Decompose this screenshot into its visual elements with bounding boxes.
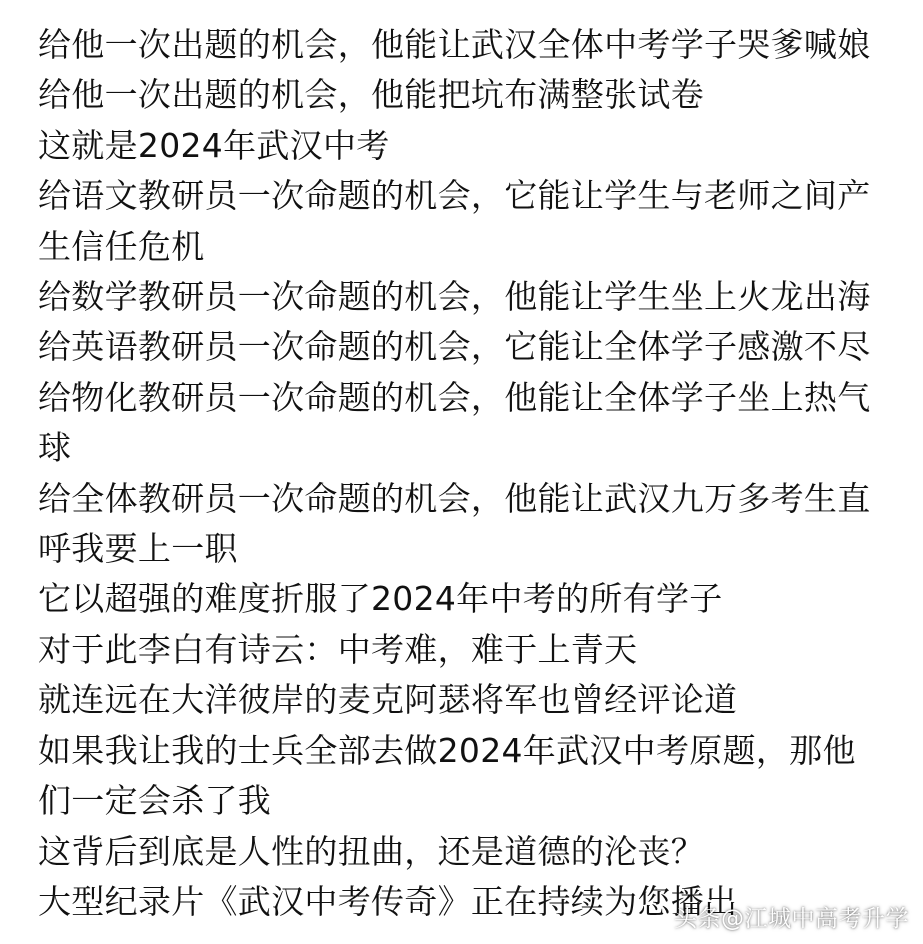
text-line: 它以超强的难度折服了2024年中考的所有学子: [38, 579, 723, 619]
text-line: 对于此李白有诗云：中考难，难于上青天: [38, 629, 638, 669]
text-line: 大型纪录片《武汉中考传奇》正在持续为您播出: [38, 881, 738, 921]
text-line: 给物化教研员一次命题的机会，他能让全体学子坐上热气: [38, 377, 871, 417]
text-line: 球: [38, 428, 72, 468]
text-line: 如果我让我的士兵全部去做2024年武汉中考原题，那他: [38, 730, 856, 770]
text-line: 给他一次出题的机会，他能把坑布满整张试卷: [38, 75, 704, 115]
text-line: 生信任危机: [38, 226, 205, 266]
text-line: 这背后到底是人性的扭曲，还是道德的沦丧？: [38, 831, 704, 871]
source-watermark: 头条@江城中高考升学: [674, 906, 909, 932]
text-line: 这就是2024年武汉中考: [38, 125, 390, 165]
post-body: [38, 20, 908, 927]
text-line: 就连远在大洋彼岸的麦克阿瑟将军也曾经评论道: [38, 680, 738, 720]
text-line: 给全体教研员一次命题的机会，他能让武汉九万多考生直: [38, 478, 871, 518]
text-line: 给英语教研员一次命题的机会，它能让全体学子感激不尽: [38, 327, 871, 367]
text-line: 给他一次出题的机会，他能让武汉全体中考学子哭爹喊娘: [38, 25, 871, 64]
text-line: 呼我要上一职: [38, 529, 238, 569]
text-line: 给语文教研员一次命题的机会，它能让学生与老师之间产: [38, 176, 871, 216]
text-line: 给数学教研员一次命题的机会，他能让学生坐上火龙出海: [38, 277, 871, 317]
text-line: 们一定会杀了我: [38, 781, 272, 821]
